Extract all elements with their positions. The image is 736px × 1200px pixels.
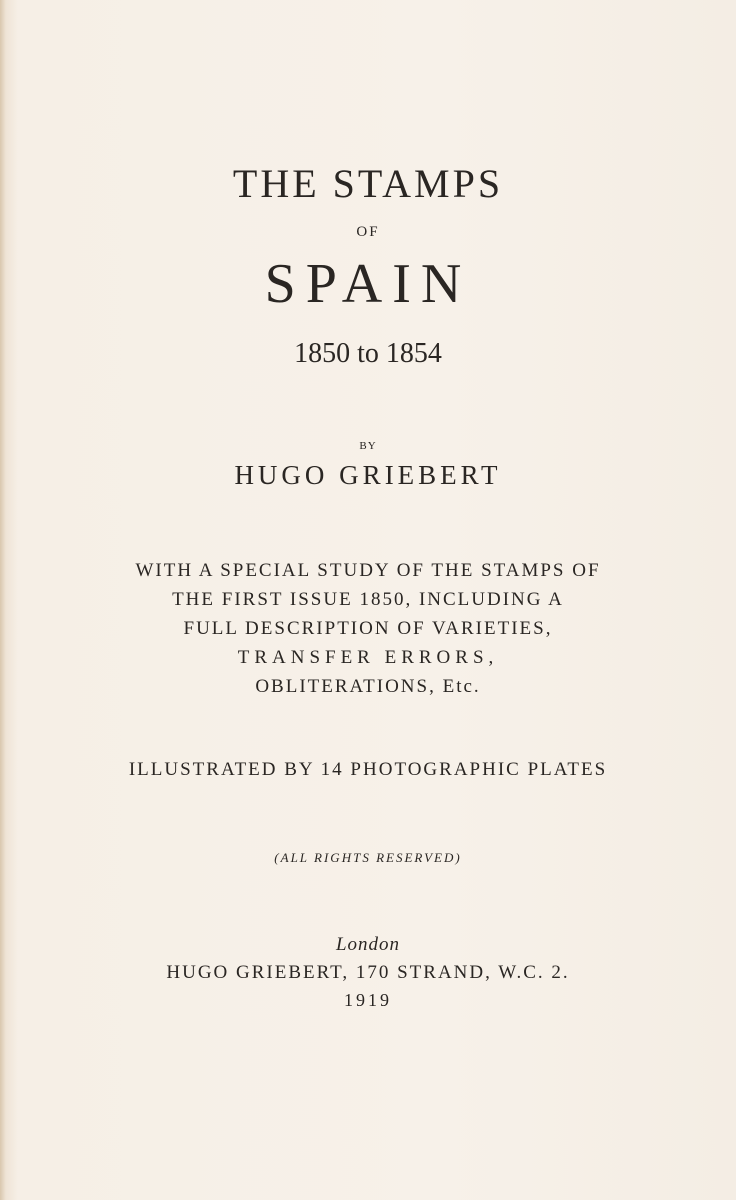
description-line: FULL DESCRIPTION OF VARIETIES, [183,618,553,639]
imprint-city: London [335,934,401,955]
title-line-1: THE STAMPS [232,161,504,206]
by-line: BY [359,440,377,452]
title-line-2: SPAIN [264,253,472,315]
imprint-year: 1919 [344,990,392,1010]
date-range: 1850 to 1854 [294,338,442,369]
description-line: WITH A SPECIAL STUDY OF THE STAMPS OF [135,560,601,581]
author-name: HUGO GRIEBERT [234,460,502,490]
imprint-publisher: HUGO GRIEBERT, 170 STRAND, W.C. 2. [166,962,570,983]
description-line: TRANSFER ERRORS, [237,647,499,668]
description-line: OBLITERATIONS, Etc. [255,676,481,697]
rights-notice: (ALL RIGHTS RESERVED) [274,850,462,865]
illustration-note: ILLUSTRATED BY 14 PHOTOGRAPHIC PLATES [128,759,608,780]
title-connector: OF [356,224,380,240]
description-line: THE FIRST ISSUE 1850, INCLUDING A [172,589,564,610]
